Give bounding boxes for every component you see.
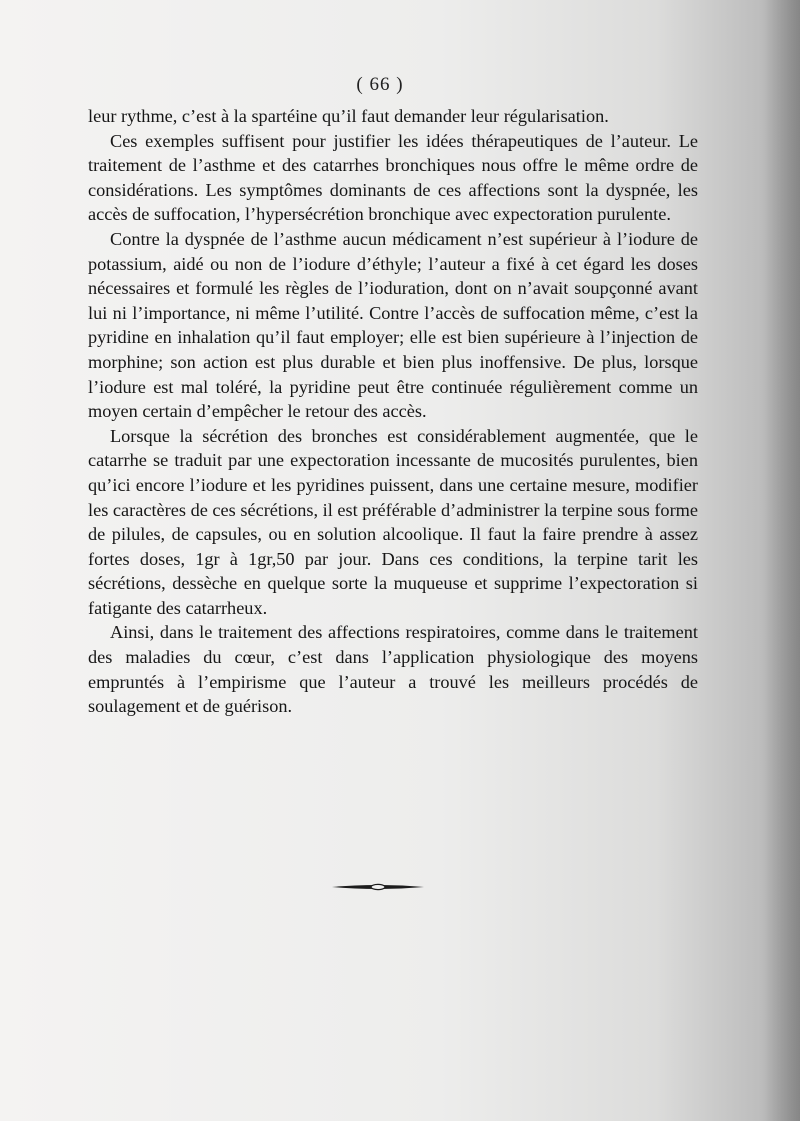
paragraph-4: Lorsque la sécrétion des bronches est considérablement augmentée, que le catarrhe se traduit par une expectoration incessante de mucosités purulentes, bien qu’ici encore l’iodure et les pyridines puissent, dans une certaine mesure, modifier les caractères de ces sécrétions, il est préférable d’administrer la terpine sous forme de pilules, de capsules, ou en solution alcoolique. Il faut la faire prendre à assez fortes doses, 1gr à 1gr,50 par jour. Dans ces conditions, la terpine tarit les sécrétions, dessèche en quelque sorte la muqueuse et supprime l’expectoration si fatigante des catarrheux.	[88, 425, 698, 618]
paragraph-5: Ainsi, dans le traitement des affections respiratoires, comme dans le traitement des maladies du cœur, c’est dans l’application physiologique des moyens empruntés à l’empirisme que l’auteur a trouvé les meilleurs procédés de soulagement et de guérison.	[88, 622, 698, 717]
page-number: ( 66 )	[356, 74, 404, 95]
double-rule-ornament-icon	[332, 883, 424, 891]
paragraph-1: leur rythme, c’est à la spartéine qu’il faut demander leur régularisation.	[88, 106, 609, 126]
page-edge-shadow	[764, 0, 800, 1121]
paragraph-2: Ces exemples suffisent pour justifier les idées thérapeutiques de l’auteur. Le traitement de l’asthme et des catarrhes bronchiques nous offre le même ordre de considérations. Les symptômes dominants de ces affections sont la dyspnée, les accès de suffocation, l’hypersécrétion bronchique avec expectoration purulente.	[88, 130, 698, 225]
paragraph-3: Contre la dyspnée de l’asthme aucun médicament n’est supérieur à l’iodure de potassium, aidé ou non de l’iodure d’éthyle; l’auteur a fixé à cet égard les doses nécessaires et formulé les règles de l’ioduration, dont on n’avait soupçonné avant lui ni l’importance, ni même l’utilité. Contre l’accès de suffocation même, c’est la pyridine en inhalation qu’il faut employer; elle est bien supérieure à l’injection de morphine; son action est plus durable et bien plus inoffensive. De plus, lorsque l’iodure est mal toléré, la pyridine peut être continuée régulièrement comme un moyen certain d’empêcher le retour des accès.	[88, 228, 698, 422]
body-text	[88, 104, 698, 719]
